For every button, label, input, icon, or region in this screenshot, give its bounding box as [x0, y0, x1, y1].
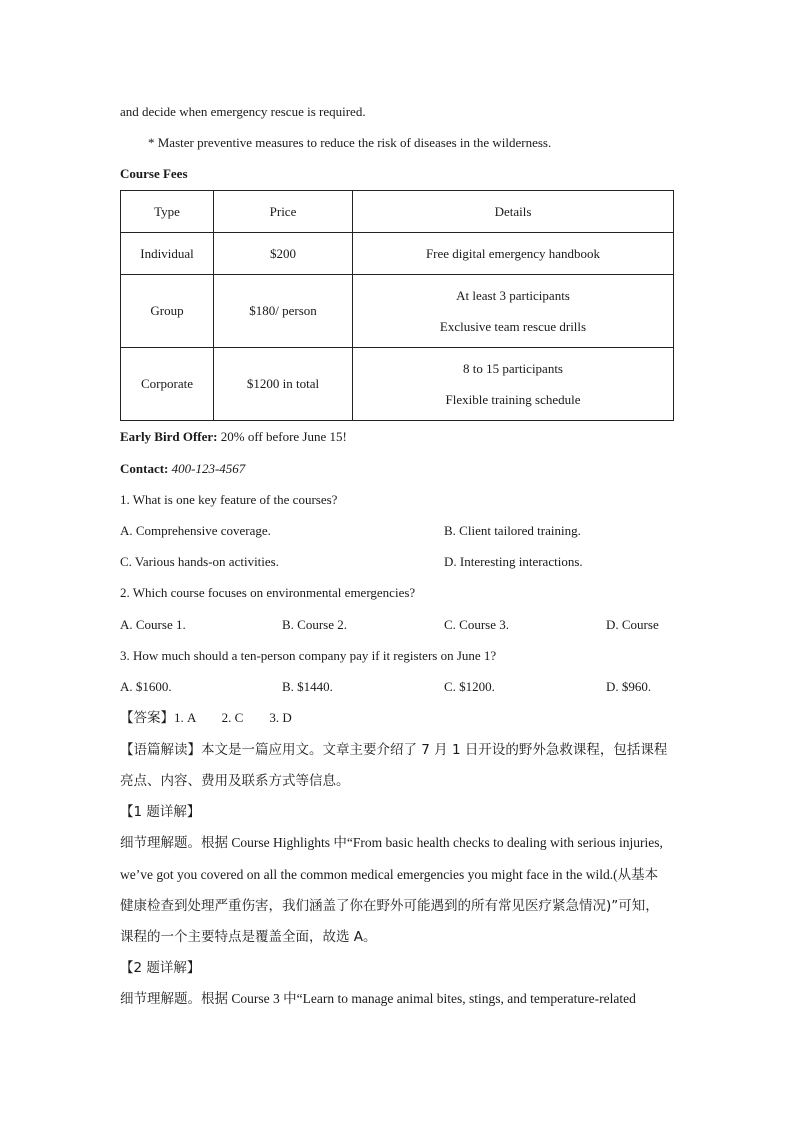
detail-1-line-2: we’ve got you covered on all the common medical emergencies you might face in the wild.(从基本	[120, 867, 659, 882]
header-price: Price	[214, 191, 353, 233]
offer-label: Early Bird Offer:	[120, 429, 218, 444]
detail-2-line-1: 细节理解题。根据 Course 3 中“Learn to manage animal bites, stings, and temperature-related	[120, 991, 636, 1006]
question-1-stem: 1. What is one key feature of the courses?	[120, 492, 338, 507]
row-type: Individual	[121, 233, 214, 275]
row-type: Corporate	[121, 348, 214, 421]
table-header-row	[121, 191, 674, 233]
detail-line: At least 3 participants	[456, 287, 570, 303]
analysis-label: 【语篇解读】	[120, 742, 201, 758]
q3-option-d: D. $960.	[606, 679, 652, 694]
analysis-line-2: 亮点、内容、费用及联系方式等信息。	[120, 773, 350, 789]
analysis-text: 本文是一篇应用文。文章主要介绍了 7 月 1 日开设的野外急救课程，包括课程	[201, 742, 668, 758]
detail-1-line-4: 课程的一个主要特点是覆盖全面，故选 A。	[120, 929, 377, 945]
row-details	[353, 348, 674, 421]
table-row	[121, 348, 674, 421]
q3-option-b: B. $1440.	[282, 679, 333, 694]
q2-option-c: C. Course 3.	[444, 617, 509, 632]
contact-label: Contact:	[120, 461, 169, 476]
analysis-line-1	[120, 741, 676, 759]
detail-1-line-1: 细节理解题。根据 Course Highlights 中“From basic health checks to dealing with serious injuries,	[120, 835, 663, 850]
q3-option-a: A. $1600.	[120, 679, 172, 694]
table-row	[121, 275, 674, 348]
header-details: Details	[353, 191, 674, 233]
q2-option-b: B. Course 2.	[282, 617, 347, 632]
q1-option-a: A. Comprehensive coverage.	[120, 523, 271, 538]
detail-1-heading: 【1 题详解】	[120, 804, 201, 820]
row-details	[353, 233, 674, 275]
intro-bullet: * Master preventive measures to reduce the risk of diseases in the wilderness.	[148, 135, 552, 150]
q1-option-d: D. Interesting interactions.	[444, 554, 583, 569]
question-2-stem: 2. Which course focuses on environmental emergencies?	[120, 585, 416, 600]
q2-option-d: D. Course	[606, 617, 659, 632]
q1-option-b: B. Client tailored training.	[444, 523, 581, 538]
detail-line: Exclusive team rescue drills	[439, 318, 587, 334]
contact	[120, 460, 245, 478]
detail-line: Flexible training schedule	[445, 391, 581, 407]
row-details	[353, 275, 674, 348]
q1-option-c: C. Various hands-on activities.	[120, 554, 279, 569]
detail-line: Free digital emergency handbook	[425, 245, 601, 261]
fees-table	[120, 190, 674, 421]
detail-line: 8 to 15 participants	[462, 360, 563, 376]
detail-1-line-3: 健康检查到处理严重伤害，我们涵盖了你在野外可能遇到的所有常见医疗紧急情况)”可知，	[120, 898, 659, 914]
answer-text: 1. A 2. C 3. D	[174, 710, 292, 725]
answer-label: 【答案】	[120, 710, 174, 726]
q2-option-a: A. Course 1.	[120, 617, 186, 632]
answer	[120, 709, 292, 727]
row-price: $1200 in total	[214, 348, 353, 421]
early-bird-offer	[120, 428, 347, 446]
intro-line: and decide when emergency rescue is required.	[120, 104, 366, 119]
detail-2-heading: 【2 题详解】	[120, 960, 201, 976]
row-price: $180/ person	[214, 275, 353, 348]
fees-heading: Course Fees	[120, 166, 188, 181]
contact-phone: 400-123-4567	[168, 461, 246, 476]
table-row	[121, 233, 674, 275]
q3-option-c: C. $1200.	[444, 679, 495, 694]
offer-text: 20% off before June 15!	[217, 429, 347, 444]
row-price: $200	[214, 233, 353, 275]
header-type: Type	[121, 191, 214, 233]
question-3-stem: 3. How much should a ten-person company pay if it registers on June 1?	[120, 648, 497, 663]
row-type: Group	[121, 275, 214, 348]
